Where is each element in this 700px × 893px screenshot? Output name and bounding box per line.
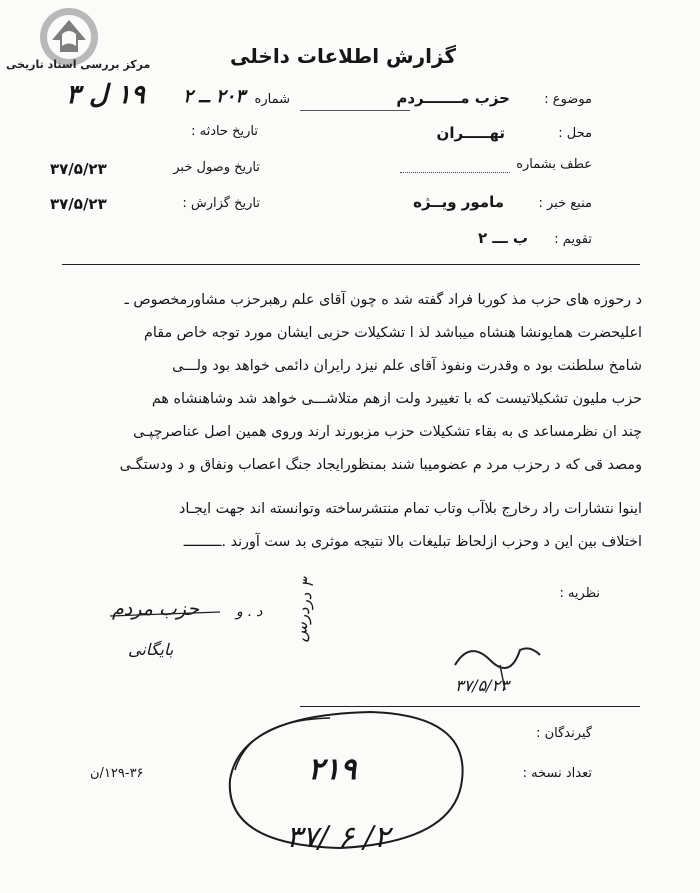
handwritten-archive-note: بایگانی — [128, 640, 174, 659]
report-date-value: ۳۷/۵/۲۳ — [50, 195, 107, 213]
copies-label: تعداد نسخه : — [522, 766, 592, 781]
form-number: ۱۲۹-۳۶/ن — [90, 766, 144, 781]
rating-label: تقویم : — [554, 232, 592, 247]
body-line-8: اختلاف بین این د وحزب ازلحاظ تبلیغات بالا نتیجه موثری بد ست آورند .ـــــــــ — [183, 534, 642, 550]
body-line-2: اعلیحضرت همایونشا هنشاه میباشد لذ ا تشکیلات حزبی ایشان مورد توجه خاص مقام — [144, 325, 642, 341]
logo-caption: مرکز بررسی اسناد تاریخی — [6, 58, 151, 71]
number-handwritten: ۱۹ ل ۳ — [66, 80, 145, 110]
signature-icon — [455, 648, 540, 668]
handwritten-vertical-note: ۳ دردرس — [290, 577, 318, 643]
number-value: ۲۰۳ ــ ۲ — [183, 86, 245, 107]
place-label: محل : — [558, 126, 592, 141]
bottom-handwritten-date: ۳۷/ ۶ /۲ — [286, 820, 390, 855]
footer-divider — [300, 706, 640, 707]
opinion-label: نظریه : — [559, 586, 600, 601]
body-line-3: شامخ سلطنت بود ه وقدرت ونفوذ آقای علم نیزد رایران دائمی خواهد بود ولـــی — [172, 358, 642, 374]
place-value: تهـــــران — [436, 124, 505, 142]
source-label: منبع خبر : — [538, 196, 592, 211]
handwritten-party-note: حزب مردم — [112, 598, 200, 620]
circled-number: ۲۱۹ — [308, 752, 357, 787]
body-line-1: د رحوزه های حزب مذ کوربا فراد گفته شد ه چون آقای علم رهبرحزب مشاورمخصوص ـ — [124, 292, 642, 308]
event-date-label: تاریخ حادثه : — [191, 124, 258, 139]
rating-value: ب ـــ ۲ — [477, 229, 528, 247]
handwritten-note-prefix: د . و — [236, 604, 263, 620]
document-title: گزارش اطلاعات داخلی — [230, 44, 457, 68]
source-value: مامور ویــژه — [413, 193, 504, 211]
body-line-6: ومصد قی که د رحزب مرد م عضومیبا شند بمنظورایجاد جنگ اعصاب ونفاق و د ودستگـی — [119, 457, 642, 473]
report-date-label: تاریخ گزارش : — [182, 196, 260, 211]
body-line-5: چند ان نظرمساعد ی به بقاء تشکیلات حزب مزبورند ارند وروی همین اصل عناصرچپـی — [133, 424, 642, 440]
ref-number-label: عطف بشماره — [516, 157, 592, 172]
subject-label: موضوع : — [544, 92, 592, 107]
subject-value: حزب مـــــــردم — [396, 89, 510, 107]
body-line-4: حزب ملیون تشکیلاتیست که با تغییرد ولت ازهم متلاشـــی خواهد شد وشاهنشاه هم — [151, 391, 642, 407]
receipt-date-label: تاریخ وصول خبر — [173, 160, 260, 175]
recipients-label: گیرندگان : — [536, 726, 592, 741]
body-line-7: اینوا نتشارات راد رخارج بلاآب وتاب تمام منتشرساخته وتوانسته اند جهت ایجـاد — [179, 501, 642, 517]
receipt-date-value: ۳۷/۵/۲۳ — [50, 160, 107, 178]
signature-date: ۳۷/۵/۲۳ — [455, 676, 509, 695]
number-label: شماره — [254, 92, 290, 107]
